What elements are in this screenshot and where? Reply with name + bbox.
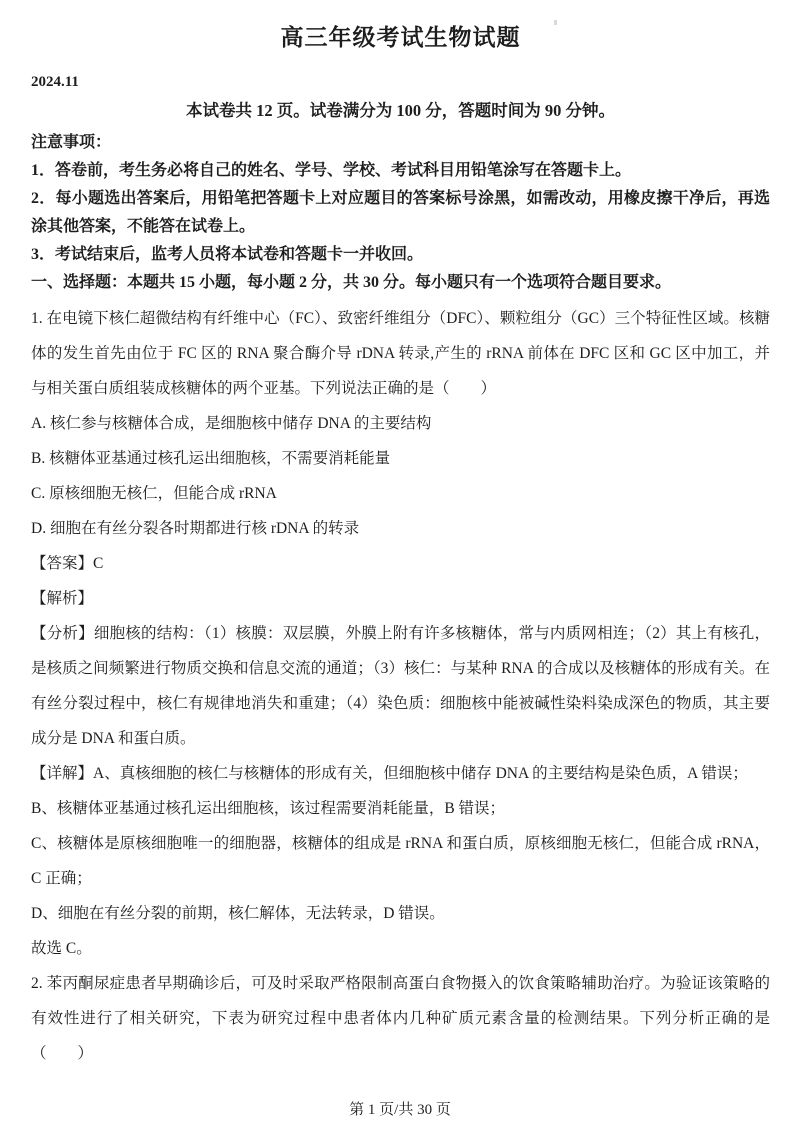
notice-item-1: 1．答卷前，考生务必将自己的姓名、学号、学校、考试科目用铅笔涂写在答题卡上。 (31, 162, 632, 179)
question-body (31, 301, 770, 1071)
question-1-option-a: A. 核仁参与核糖体合成，是细胞核中储存 DNA 的主要结构 (31, 415, 432, 432)
question-1-answer: 【答案】C (31, 555, 104, 572)
question-1-stem: 1. 在电镜下核仁超微结构有纤维中心（FC）、致密纤维组分（DFC）、颗粒组分（GC）三个特征性区域。核糖体的发生首先由位于 FC 区的 RNA 聚合酶介导 rDNA 转录,产生的 rRNA 前体在 DFC 区和 GC 区中加工，并与相关蛋白质组装成核糖体的两个亚基。下列说法正确的是（ ） (31, 310, 770, 397)
section-heading-choice-questions: 一、选择题：本题共 15 小题，每小题 2 分，共 30 分。每小题只有一个选项符合题目要求。 (31, 274, 672, 291)
question-1-option-c: C. 原核细胞无核仁，但能合成 rRNA (31, 485, 277, 502)
question-1-conclusion: 故选 C。 (31, 940, 92, 957)
question-1-detail-a: 【详解】A、真核细胞的核仁与核糖体的形成有关，但细胞核中储存 DNA 的主要结构是染色质，A 错误； (31, 765, 748, 782)
page-number-indicator: 第 1 页/共 30 页 (349, 1102, 451, 1118)
question-1-option-d: D. 细胞在有丝分裂各时期都进行核 rDNA 的转录 (31, 520, 360, 537)
question-1-analysis: 【分析】细胞核的结构：（1）核膜：双层膜，外膜上附有许多核糖体，常与内质网相连；（2）其上有核孔，是核质之间频繁进行物质交换和信息交流的通道；（3）核仁：与某种 RNA 的合成以及核糖体的形成有关。在有丝分裂过程中，核仁有规律地消失和重建；（4）染色质：细胞核中能被碱性染料染成深色的物质，其主要成分是 DNA 和蛋白质。 (31, 625, 770, 747)
question-1-detail-c: C、核糖体是原核细胞唯一的细胞器，核糖体的组成是 rRNA 和蛋白质，原核细胞无核仁，但能合成 rRNA，C 正确； (31, 835, 770, 887)
scan-artifact-speck (554, 20, 557, 25)
page-title: 高三年级考试生物试题 (280, 25, 521, 50)
notice-item-2: 2．每小题选出答案后，用铅笔把答题卡上对应题目的答案标号涂黑，如需改动，用橡皮擦干净后，再选涂其他答案，不能答在试卷上。 (31, 190, 770, 235)
question-1-analysis-label: 【解析】 (31, 590, 94, 607)
notice-item-3: 3．考试结束后，监考人员将本试卷和答题卡一并收回。 (31, 246, 424, 263)
exam-date: 2024.11 (31, 74, 79, 90)
exam-info-line: 本试卷共 12 页。试卷满分为 100 分，答题时间为 90 分钟。 (186, 101, 615, 120)
notices-section (31, 129, 770, 297)
question-1-option-b: B. 核糖体亚基通过核孔运出细胞核，不需要消耗能量 (31, 450, 391, 467)
question-1-detail-b: B、核糖体亚基通过核孔运出细胞核，该过程需要消耗能量，B 错误； (31, 800, 506, 817)
notices-heading: 注意事项： (31, 134, 112, 151)
question-1-detail-d: D、细胞在有丝分裂的前期，核仁解体，无法转录，D 错误。 (31, 905, 445, 922)
question-2-stem: 2. 苯丙酮尿症患者早期确诊后，可及时采取严格限制高蛋白食物摄入的饮食策略辅助治疗。为验证该策略的有效性进行了相关研究，下表为研究过程中患者体内几种矿质元素含量的检测结果。下列分析正确的是（ ） (31, 975, 770, 1062)
